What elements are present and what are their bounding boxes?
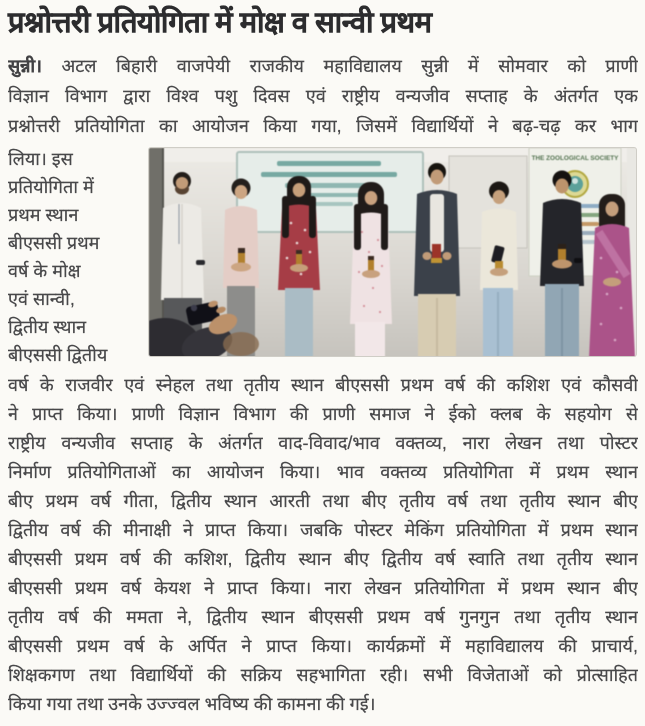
article-line: विज्ञान विभाग द्वारा विश्व पशु दिवस एवं राष्ट्रीय वन्यजीव सप्ताह के अंतर्गत एक	[8, 86, 638, 106]
article-line: प्रश्नोत्तरी प्रतियोगिता का आयोजन किया गया, जिसमें विद्यार्थियों ने बढ़-चढ़ कर भाग	[8, 116, 638, 136]
article-leftcol-line: लिया। इस	[8, 149, 73, 169]
article-headline: प्रश्नोत्तरी प्रतियोगिता में मोक्ष व सान्वी प्रथम	[8, 7, 432, 39]
article-leftcol-line: द्वितीय स्थान	[8, 317, 87, 337]
article-line: वर्ष के राजवीर एवं स्नेहल तथा तृतीय स्थान बीएससी प्रथम वर्ष की कशिश एवं कौसवी	[8, 375, 638, 395]
article-line: बीएससी प्रथम वर्ष के अर्पित ने प्राप्त किया। कार्यक्रमों में महाविद्यालय की प्राचार्य,	[8, 636, 638, 656]
article-line: तृतीय वर्ष की ममता ने, द्वितीय स्थान बीएससी प्रथम वर्ष गुनगुन तथा तृतीय स्थान	[8, 607, 638, 627]
article-line: बीए प्रथम वर्ष गीता, द्वितीय स्थान आरती तथा बीए तृतीय वर्ष तथा तृतीय स्थान बीए	[8, 491, 638, 511]
article-line: द्वितीय वर्ष की मीनाक्षी ने प्राप्त किया। जबकि पोस्टर मेकिंग प्रतियोगिता में प्रथम स्थान	[8, 520, 638, 540]
article-leftcol-line: बीएससी द्वितीय	[8, 345, 108, 365]
projector-screen	[237, 152, 423, 232]
article-line: निर्माण प्रतियोगिताओं का आयोजन किया। भाव वक्तव्य प्रतियोगिता में प्रथम स्थान	[8, 462, 638, 482]
article-leftcol-line: प्रथम स्थान	[8, 205, 79, 225]
article-line: राष्ट्रीय वन्यजीव सप्ताह के अंतर्गत वाद-विवाद/भाव वक्तव्य, नारा लेखन तथा पोस्टर	[8, 433, 638, 453]
article-line	[8, 52, 638, 82]
article-line: ने प्राप्त किया। प्राणी विज्ञान विभाग की प्राणी समाज ने ईको क्लब के सहयोग से	[8, 404, 638, 424]
article-leftcol-line: वर्ष के मोक्ष	[8, 261, 81, 281]
article-line: बीएससी प्रथम वर्ष केयश ने प्राप्त किया। नारा लेखन प्रतियोगिता में प्रथम स्थान बीए	[8, 578, 638, 598]
article-line: किया गया तथा उनके उज्ज्वल भविष्य की कामना की गई।	[8, 694, 376, 714]
article-line-text: अटल बिहारी वाजपेयी राजकीय महाविद्यालय सुन्नी में सोमवार को प्राणी	[61, 56, 638, 76]
article-leftcol-line: प्रतियोगिता में	[8, 177, 94, 197]
article-line: बीएससी प्रथम वर्ष की कशिश, द्वितीय स्थान बीए द्वितीय वर्ष स्वाति तथा तृतीय स्थान	[8, 549, 638, 569]
article-line: शिक्षकगण तथा विद्यार्थियों की सक्रिय सहभागिता रही। सभी विजेताओं को प्रोत्साहित	[8, 665, 638, 685]
article-leftcol-line: एवं सान्वी,	[8, 289, 75, 309]
article-leftcol-line: बीएससी प्रथम	[8, 233, 100, 253]
banner-title: THE ZOOLOGICAL SOCIETY	[531, 155, 619, 162]
photo-illustration	[149, 148, 637, 357]
article-photo	[148, 147, 637, 357]
article-dateline: सुन्नी।	[8, 56, 42, 76]
